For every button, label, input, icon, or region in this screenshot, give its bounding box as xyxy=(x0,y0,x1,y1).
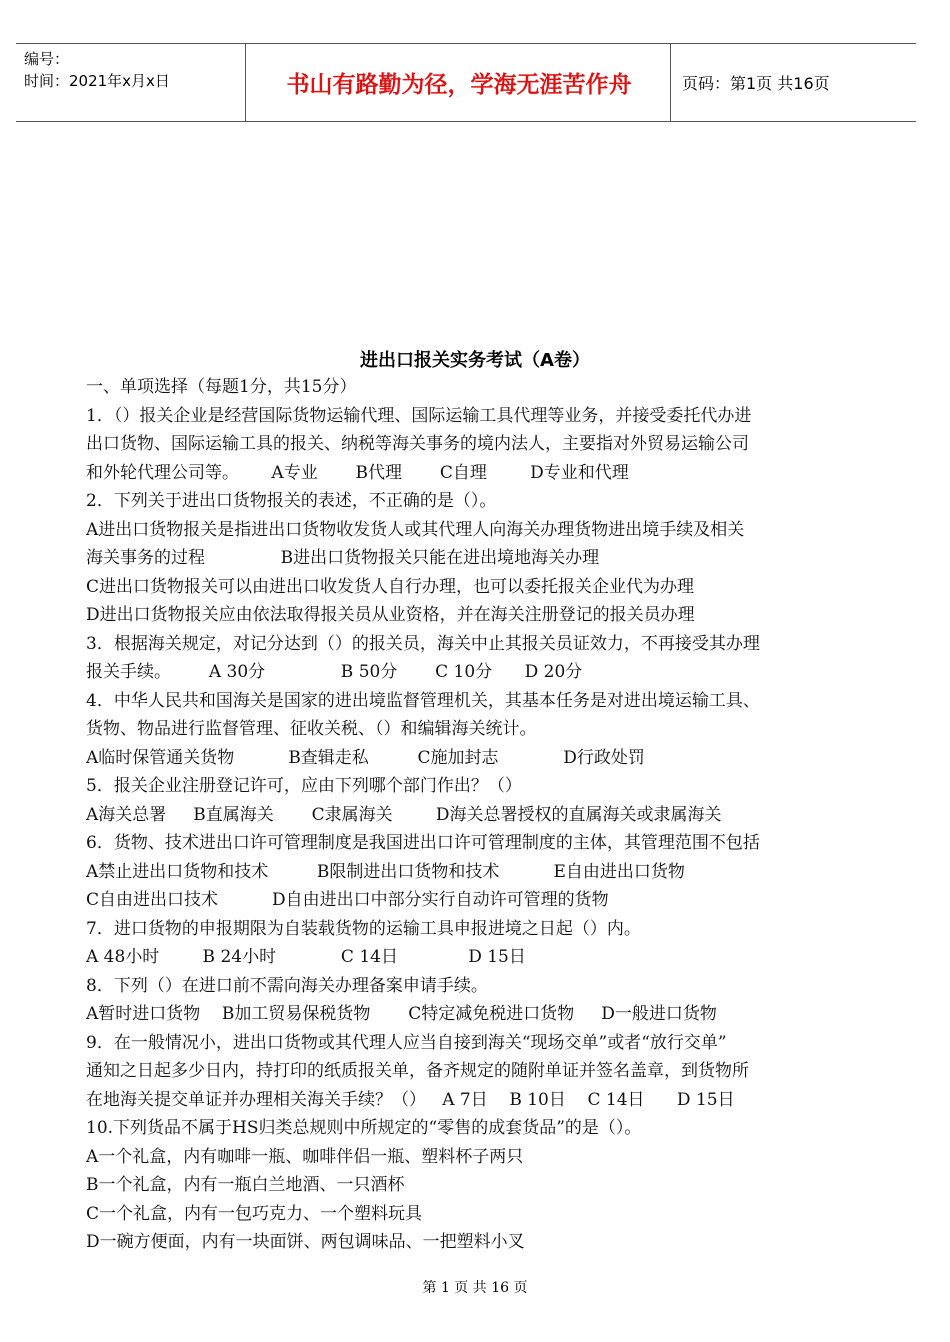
text-line: C自由进出口技术 D自由进出口中部分实行自动许可管理的货物 xyxy=(86,890,609,910)
text-line: C一个礼盒，内有一包巧克力、一个塑料玩具 xyxy=(86,1203,423,1224)
number-label: 编号： xyxy=(24,50,70,68)
page-header xyxy=(16,43,916,122)
text-line: 和外轮代理公司等。 A专业 B代理 C自理 D专业和代理 xyxy=(86,462,629,483)
text-line: C进出口货物报关可以由进出口收发货人自行办理，也可以委托报关企业代为办理 xyxy=(86,576,695,597)
text-line: 8．下列（）在进口前不需向海关办理备案申请手续。 xyxy=(86,975,488,996)
text-line: A 48小时 B 24小时 C 14日 D 15日 xyxy=(86,947,526,967)
text-line: A临时保管通关货物 B查辑走私 C施加封志 D行政处罚 xyxy=(86,747,645,768)
header-motto: 书山有路勤为径，学海无涯苦作舟 xyxy=(286,72,632,98)
text-line: 4．中华人民共和国海关是国家的进出境监督管理机关，其基本任务是对进出境运输工具、 xyxy=(86,690,760,711)
text-line: D一碗方便面，内有一块面饼、两包调味品、一把塑料小叉 xyxy=(86,1232,525,1252)
text-line: 5．报关企业注册登记许可，应由下列哪个部门作出？（） xyxy=(86,776,522,796)
text-line: A进出口货物报关是指进出口货物收发货人或其代理人向海关办理货物进出境手续及相关 xyxy=(86,519,745,540)
text-line: 在地海关提交单证并办理相关海关手续？（） A 7日 B 10日 C 14日 D 15日 xyxy=(86,1089,735,1110)
text-line: 3．根据海关规定，对记分达到（）的报关员，海关中止其报关员证效力，不再接受其办理 xyxy=(86,633,760,654)
text-line: 一、单项选择（每题1分，共15分） xyxy=(86,377,357,397)
text-line: 7．进口货物的申报期限为自装载货物的运输工具申报进境之日起（）内。 xyxy=(86,918,641,939)
text-line: 6．货物、技术进出口许可管理制度是我国进出口许可管理制度的主体，其管理范围不包括 xyxy=(86,833,760,853)
text-line: 10.下列货品不属于HS归类总规则中所规定的“零售的成套货品”的是（）。 xyxy=(86,1118,642,1138)
text-line: A暂时进口货物 B加工贸易保税货物 C特定减免税进口货物 D一般进口货物 xyxy=(86,1004,717,1024)
header-divider xyxy=(245,44,246,121)
text-line: 海关事务的过程 B进出口货物报关只能在进出境地海关办理 xyxy=(86,548,600,568)
text-line: A一个礼盒，内有咖啡一瓶、咖啡伴侣一瓶、塑料杯子两只 xyxy=(86,1146,524,1167)
text-line: A禁止进出口货物和技术 B限制进出口货物和技术 E自由进出口货物 xyxy=(86,861,685,882)
text-line: D进出口货物报关应由依法取得报关员从业资格，并在海关注册登记的报关员办理 xyxy=(86,605,695,625)
text-line: 报关手续。 A 30分 B 50分 C 10分 D 20分 xyxy=(86,662,583,682)
text-line: 2．下列关于进出口货物报关的表述，不正确的是（）。 xyxy=(86,491,497,511)
text-line: 出口货物、国际运输工具的报关、纳税等海关事务的境内法人，主要指对外贸易运输公司 xyxy=(86,434,749,454)
header-page-number: 页码：第1页 共16页 xyxy=(682,74,830,93)
text-line: A海关总署 B直属海关 C隶属海关 D海关总署授权的直属海关或隶属海关 xyxy=(86,804,722,825)
page-footer: 第 1 页 共 16 页 xyxy=(422,1280,528,1296)
header-divider xyxy=(670,44,671,121)
time-label: 时间：2021年x月x日 xyxy=(24,72,170,90)
text-line: B一个礼盒，内有一瓶白兰地酒、一只酒杯 xyxy=(86,1175,405,1195)
text-line: 1．（）报关企业是经营国际货物运输代理、国际运输工具代理等业务，并接受委托代办进 xyxy=(86,405,752,426)
text-line: 9．在一般情况小，进出口货物或其代理人应当自接到海关“现场交单”或者“放行交单” xyxy=(86,1032,727,1053)
text-line: 货物、物品进行监督管理、征收关税、（）和编辑海关统计。 xyxy=(86,719,537,739)
text-line: 通知之日起多少日内，持打印的纸质报关单，备齐规定的随附单证并签名盖章，到货物所 xyxy=(86,1061,749,1081)
document-body xyxy=(86,373,866,1257)
document-title: 进出口报关实务考试（A卷） xyxy=(360,350,590,371)
header-meta xyxy=(24,48,170,92)
